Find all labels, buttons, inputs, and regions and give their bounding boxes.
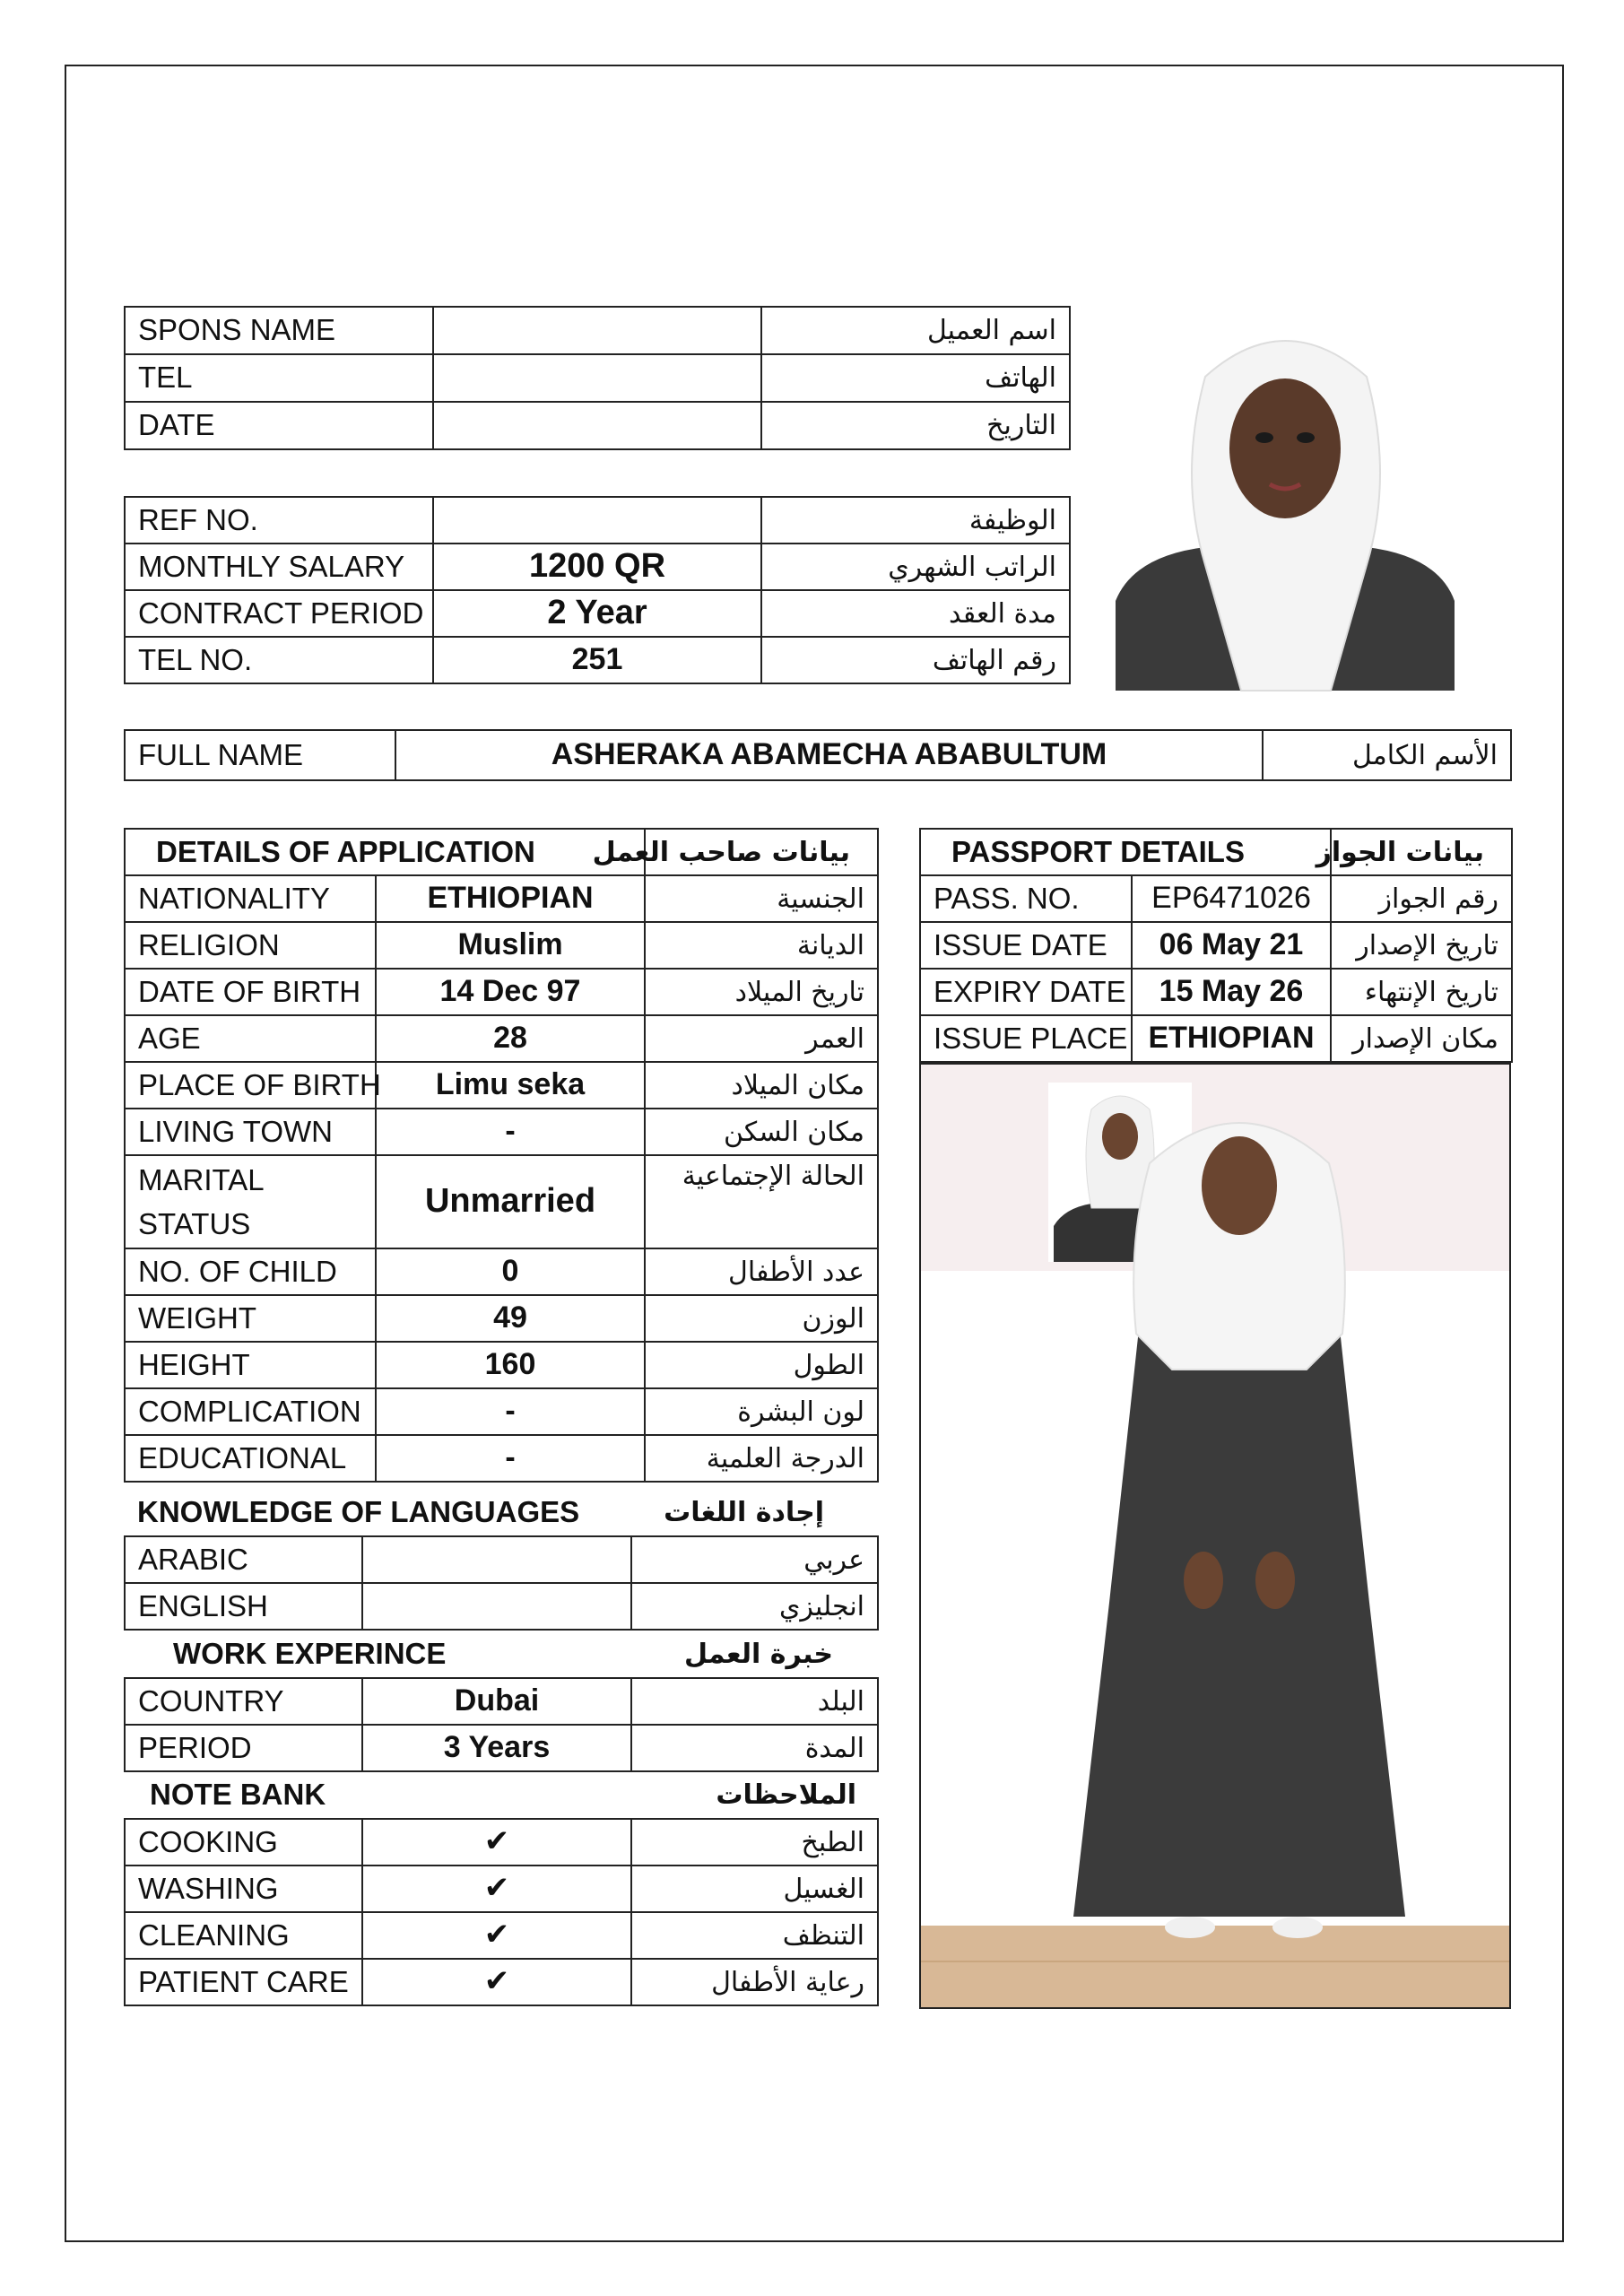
notes-table xyxy=(124,1772,879,2006)
table-row xyxy=(125,1295,878,1342)
pass-no-label: PASS. NO. xyxy=(920,875,1132,922)
country-ar: البلد xyxy=(631,1678,878,1725)
cooking-check-icon: ✔ xyxy=(362,1819,631,1866)
period-label: PERIOD xyxy=(125,1725,362,1771)
full-name-label: FULL NAME xyxy=(125,730,395,780)
contract-period-value: 2 Year xyxy=(433,590,761,637)
table-row xyxy=(125,1866,878,1912)
tel-no-ar: رقم الهاتف xyxy=(761,637,1070,683)
living-town-ar: مكان السكن xyxy=(645,1109,878,1155)
work-table xyxy=(124,1631,879,1772)
religion-label: RELIGION xyxy=(125,922,376,969)
issue-date-ar: تاريخ الإصدار xyxy=(1331,922,1512,969)
height-value: 160 xyxy=(376,1342,645,1388)
cooking-ar: الطبخ xyxy=(631,1819,878,1866)
age-ar: العمر xyxy=(645,1015,878,1062)
ref-no-value xyxy=(433,497,761,544)
country-label: COUNTRY xyxy=(125,1678,362,1725)
table-row xyxy=(125,1248,878,1295)
complication-label: COMPLICATION xyxy=(125,1388,376,1435)
spons-name-ar: اسم العميل xyxy=(761,307,1070,354)
date-field xyxy=(433,402,761,449)
expiry-date-label: EXPIRY DATE xyxy=(920,969,1132,1015)
application-table xyxy=(124,828,879,1483)
languages-title-ar: إجادة اللغات xyxy=(664,1497,825,1528)
religion-ar: الديانة xyxy=(645,922,878,969)
contract-period-label: CONTRACT PERIOD xyxy=(125,590,433,637)
nationality-ar: الجنسية xyxy=(645,875,878,922)
children-value: 0 xyxy=(376,1248,645,1295)
date-ar: التاريخ xyxy=(761,402,1070,449)
spons-name-field xyxy=(433,307,761,354)
tel-no-value: 251 xyxy=(433,637,761,683)
passport-header xyxy=(920,829,1512,875)
place-of-birth-value: Limu seka xyxy=(376,1062,645,1109)
educational-value: - xyxy=(376,1435,645,1482)
marital-status-label xyxy=(125,1155,376,1248)
table-row xyxy=(125,497,1070,544)
living-town-value: - xyxy=(376,1109,645,1155)
passport-table xyxy=(919,828,1513,1063)
full-name-ar: الأسم الكامل xyxy=(1263,730,1511,780)
place-of-birth-label: PLACE OF BIRTH xyxy=(125,1062,376,1109)
table-row xyxy=(125,590,1070,637)
washing-label: WASHING xyxy=(125,1866,362,1912)
monthly-salary-label: MONTHLY SALARY xyxy=(125,544,433,590)
issue-date-label: ISSUE DATE xyxy=(920,922,1132,969)
notes-title: NOTE BANK xyxy=(150,1778,326,1812)
expiry-date-value: 15 May 26 xyxy=(1132,969,1331,1015)
full-body-photo xyxy=(919,1063,1511,2009)
full-name-value: ASHERAKA ABAMECHA ABABULTUM xyxy=(395,730,1263,780)
age-label: AGE xyxy=(125,1015,376,1062)
cleaning-ar: التنظف xyxy=(631,1912,878,1959)
tel-label: TEL xyxy=(125,354,433,402)
patient-care-label: PATIENT CARE xyxy=(125,1959,362,2005)
table-row xyxy=(125,307,1070,354)
english-ar: انجليزي xyxy=(631,1583,878,1630)
cleaning-check-icon: ✔ xyxy=(362,1912,631,1959)
table-row xyxy=(125,1155,878,1248)
marital-label-line2: STATUS xyxy=(138,1207,251,1240)
languages-table xyxy=(124,1490,879,1631)
tel-ar: الهاتف xyxy=(761,354,1070,402)
children-label: NO. OF CHILD xyxy=(125,1248,376,1295)
table-row xyxy=(125,1435,878,1482)
complication-ar: لون البشرة xyxy=(645,1388,878,1435)
monthly-salary-ar: الراتب الشهري xyxy=(761,544,1070,590)
notes-title-ar: الملاحظات xyxy=(716,1779,857,1811)
table-row xyxy=(920,875,1512,922)
marital-status-ar: الحالة الإجتماعية xyxy=(645,1155,878,1248)
nationality-value: ETHIOPIAN xyxy=(376,875,645,922)
work-title-ar: خبرة العمل xyxy=(683,1639,833,1670)
application-title: DETAILS OF APPLICATION xyxy=(125,829,645,875)
arabic-ar: عربي xyxy=(631,1536,878,1583)
issue-place-ar: مكان الإصدار xyxy=(1331,1015,1512,1062)
height-ar: الطول xyxy=(645,1342,878,1388)
educational-ar: الدرجة العلمية xyxy=(645,1435,878,1482)
dob-ar: تاريخ الميلاد xyxy=(645,969,878,1015)
marital-label-line1: MARITAL xyxy=(138,1162,265,1196)
table-row xyxy=(125,1536,878,1583)
job-table xyxy=(124,496,1071,684)
languages-title: KNOWLEDGE OF LANGUAGES xyxy=(137,1495,580,1529)
patient-care-ar: رعاية الأطفال xyxy=(631,1959,878,2005)
arabic-label: ARABIC xyxy=(125,1536,362,1583)
weight-label: WEIGHT xyxy=(125,1295,376,1342)
table-row xyxy=(125,544,1070,590)
monthly-salary-value: 1200 QR xyxy=(433,544,761,590)
table-row xyxy=(125,1959,878,2005)
table-row xyxy=(125,1725,878,1771)
application-header xyxy=(125,829,878,875)
english-label: ENGLISH xyxy=(125,1583,362,1630)
table-row xyxy=(125,730,1511,780)
tel-field xyxy=(433,354,761,402)
date-label: DATE xyxy=(125,402,433,449)
issue-place-value: ETHIOPIAN xyxy=(1132,1015,1331,1062)
work-title: WORK EXPERINCE xyxy=(173,1637,447,1671)
table-row xyxy=(125,402,1070,449)
passport-title-ar: بيانات الجواز xyxy=(1331,829,1512,875)
table-row xyxy=(125,875,878,922)
period-value: 3 Years xyxy=(362,1725,631,1771)
children-ar: عدد الأطفال xyxy=(645,1248,878,1295)
dob-label: DATE OF BIRTH xyxy=(125,969,376,1015)
complication-value: - xyxy=(376,1388,645,1435)
table-row xyxy=(920,1015,1512,1062)
patient-care-check-icon: ✔ xyxy=(362,1959,631,2005)
pass-no-ar: رقم الجواز xyxy=(1331,875,1512,922)
expiry-date-ar: تاريخ الإنتهاء xyxy=(1331,969,1512,1015)
languages-header xyxy=(125,1490,878,1536)
table-row xyxy=(125,1342,878,1388)
table-row xyxy=(125,1062,878,1109)
washing-check-icon: ✔ xyxy=(362,1866,631,1912)
cooking-label: COOKING xyxy=(125,1819,362,1866)
weight-value: 49 xyxy=(376,1295,645,1342)
work-header xyxy=(125,1631,878,1678)
cleaning-label: CLEANING xyxy=(125,1912,362,1959)
contract-period-ar: مدة العقد xyxy=(761,590,1070,637)
age-value: 28 xyxy=(376,1015,645,1062)
living-town-label: LIVING TOWN xyxy=(125,1109,376,1155)
ref-no-label: REF NO. xyxy=(125,497,433,544)
application-title-ar: بيانات صاحب العمل xyxy=(645,829,878,875)
issue-date-value: 06 May 21 xyxy=(1132,922,1331,969)
pass-no-value: EP6471026 xyxy=(1132,875,1331,922)
table-row xyxy=(125,1015,878,1062)
table-row xyxy=(125,969,878,1015)
issue-place-label: ISSUE PLACE xyxy=(920,1015,1132,1062)
period-ar: المدة xyxy=(631,1725,878,1771)
tel-no-label: TEL NO. xyxy=(125,637,433,683)
notes-header xyxy=(125,1772,878,1819)
passport-title: PASSPORT DETAILS xyxy=(920,829,1331,875)
height-label: HEIGHT xyxy=(125,1342,376,1388)
table-row xyxy=(125,1819,878,1866)
religion-value: Muslim xyxy=(376,922,645,969)
ref-no-ar: الوظيفة xyxy=(761,497,1070,544)
spons-name-label: SPONS NAME xyxy=(125,307,433,354)
table-row xyxy=(125,1388,878,1435)
headshot-photo xyxy=(1098,296,1472,691)
english-value xyxy=(362,1583,631,1630)
weight-ar: الوزن xyxy=(645,1295,878,1342)
table-row xyxy=(125,1678,878,1725)
country-value: Dubai xyxy=(362,1678,631,1725)
table-row xyxy=(125,1583,878,1630)
table-row xyxy=(125,1912,878,1959)
table-row xyxy=(920,969,1512,1015)
sponsor-table xyxy=(124,306,1071,450)
table-row xyxy=(125,637,1070,683)
table-row xyxy=(920,922,1512,969)
educational-label: EDUCATIONAL xyxy=(125,1435,376,1482)
full-name-table xyxy=(124,729,1512,781)
arabic-value xyxy=(362,1536,631,1583)
dob-value: 14 Dec 97 xyxy=(376,969,645,1015)
marital-status-value: Unmarried xyxy=(376,1155,645,1248)
table-row xyxy=(125,1109,878,1155)
place-of-birth-ar: مكان الميلاد xyxy=(645,1062,878,1109)
table-row xyxy=(125,922,878,969)
table-row xyxy=(125,354,1070,402)
nationality-label: NATIONALITY xyxy=(125,875,376,922)
washing-ar: الغسيل xyxy=(631,1866,878,1912)
